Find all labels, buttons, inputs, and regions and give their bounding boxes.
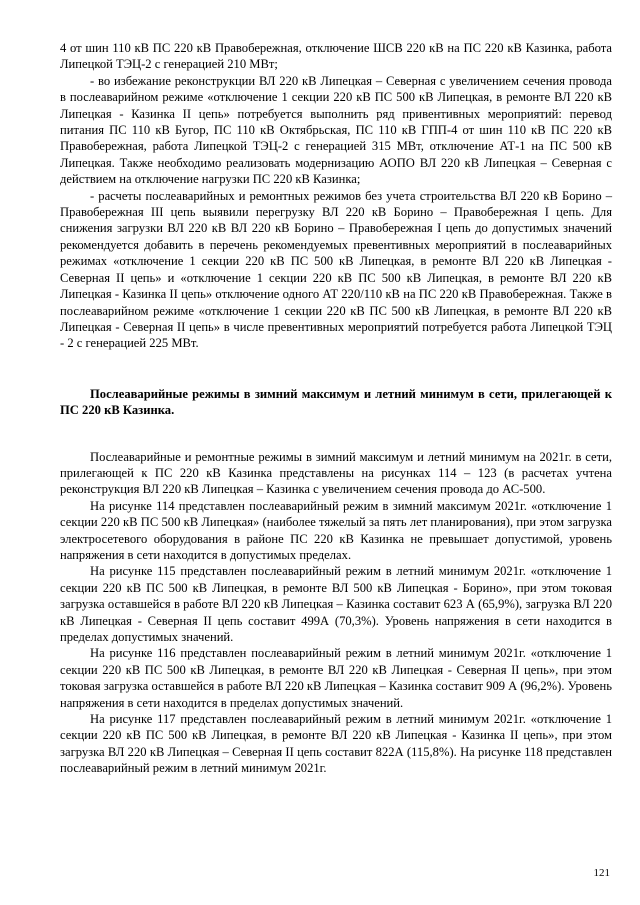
paragraph: На рисунке 116 представлен послеаварийный режим в летний минимум 2021г. «отключение 1 секции 220 кВ ПС 500 кВ Липецкая, в ремонте ВЛ 220 кВ Липецкая - Северная II цепь», при этом токовая загрузка оставшейся в работе ВЛ 220 кВ Липецкая – Казинка составит 909 А (96,2%). Уровень напряжения в сети находится в пределах допустимых значений. xyxy=(60,646,612,710)
paragraph: На рисунке 117 представлен послеаварийный режим в летний минимум 2021г. «отключение 1 секции 220 кВ ПС 500 кВ Липецкая, в ремонте ВЛ 220 кВ Липецкая - Казинка II цепь», при этом загрузка ВЛ 220 кВ Липецкая – Северная II цепь составит 822А (115,8%). На рисунке 118 представлен послеаварийный режим в летний минимум 2021г. xyxy=(60,712,612,776)
paragraph: 4 от шин 110 кВ ПС 220 кВ Правобережная, отключение ШСВ 220 кВ на ПС 220 кВ Казинка, работа Липецкой ТЭЦ-2 с генерацией 210 МВт; xyxy=(60,41,612,72)
paragraph: Послеаварийные и ремонтные режимы в зимний максимум и летний минимум на 2021г. в сети, прилегающей к ПС 220 кВ Казинка представлены на рисунках 114 – 123 (в расчетах учтена реконструкция ВЛ 220 кВ Липецкая – Казинка с увеличением сечения провода до АС-500. xyxy=(60,449,612,497)
paragraph: - во избежание реконструкции ВЛ 220 кВ Липецкая – Северная с увеличением сечения провода в послеаварийном режиме «отключение 1 секции 220 кВ ПС 500 кВ Липецкая, в ремонте ВЛ 220 кВ Липецкая - Казинка II цепь» потребуется выполнить ряд привентивных мероприятий: перевод питания ПС 110 кВ Бугор, ПС 110 кВ Октябрьская, ПС 110 кВ ГПП-4 от шин 110 кВ ПС 220 кВ Правобережная, работа Липецкой ТЭЦ-2 с генерацией 315 МВт, отключение АТ-1 на ПС 500 кВ Липецкая. Также необходимо реализовать модернизацию АОПО ВЛ 220 кВ Липецкая – Северная с действием на отключение нагрузки ПС 220 кВ Казинка; xyxy=(60,73,612,187)
section-heading: Послеаварийные режимы в зимний максимум и летний минимум в сети, прилегающей к ПС 220 кВ Казинка. xyxy=(60,386,612,418)
paragraph: На рисунке 115 представлен послеаварийный режим в летний минимум 2021г. «отключение 1 секции 220 кВ ПС 500 кВ Липецкая, в ремонте ВЛ 500 кВ Липецкая - Борино», при этом токовая загрузка оставшейся в работе ВЛ 220 кВ Липецкая – Казинка составит 623 А (65,9%), загрузка ВЛ 220 кВ Липецкая - Северная II цепь составит 499А (70,3%). Уровень напряжения в сети находится в пределах допустимых значений. xyxy=(60,564,612,644)
paragraph: На рисунке 114 представлен послеаварийный режим в зимний максимум 2021г. «отключение 1 секции 220 кВ ПС 500 кВ Липецкая» (наиболее тяжелый за пять лет планирования), при этом загрузка электросетевого оборудования в районе ПС 220 кВ Казинка не превышает допустимой, уровень напряжения в сети находится в допустимых пределах. xyxy=(60,498,612,562)
paragraph: - расчеты послеаварийных и ремонтных режимов без учета строительства ВЛ 220 кВ Борино – Правобережная III цепь выявили перегрузку ВЛ 220 кВ Борино – Правобережная I цепь. Для снижения загрузки ВЛ 220 кВ ВЛ 220 кВ Борино – Правобережная I цепь до допустимых значений рекомендуется добавить в перечень рекомендуемых превентивных мероприятий в послеаварийных режимах «отключение 1 секции 220 кВ ПС 500 кВ Липецкая, в ремонте ВЛ 220 кВ Липецкая - Северная II цепь» и «отключение 1 секции 220 кВ ПС 500 кВ Липецкая, в ремонте ВЛ 220 кВ Липецкая - Казинка II цепь» отключение одного АТ 220/110 кВ на ПС 220 кВ Правобережная. Также в послеаварийном режиме «отключение 1 секции 220 кВ ПС 500 кВ Липецкая, в ремонте ВЛ 220 кВ Липецкая - Северная II цепь» в числе превентивных мероприятий потребуется работа Липецкой ТЭЦ - 2 с генерацией 225 МВт. xyxy=(60,188,612,351)
page-number: 121 xyxy=(593,867,610,879)
document-page xyxy=(60,40,612,777)
